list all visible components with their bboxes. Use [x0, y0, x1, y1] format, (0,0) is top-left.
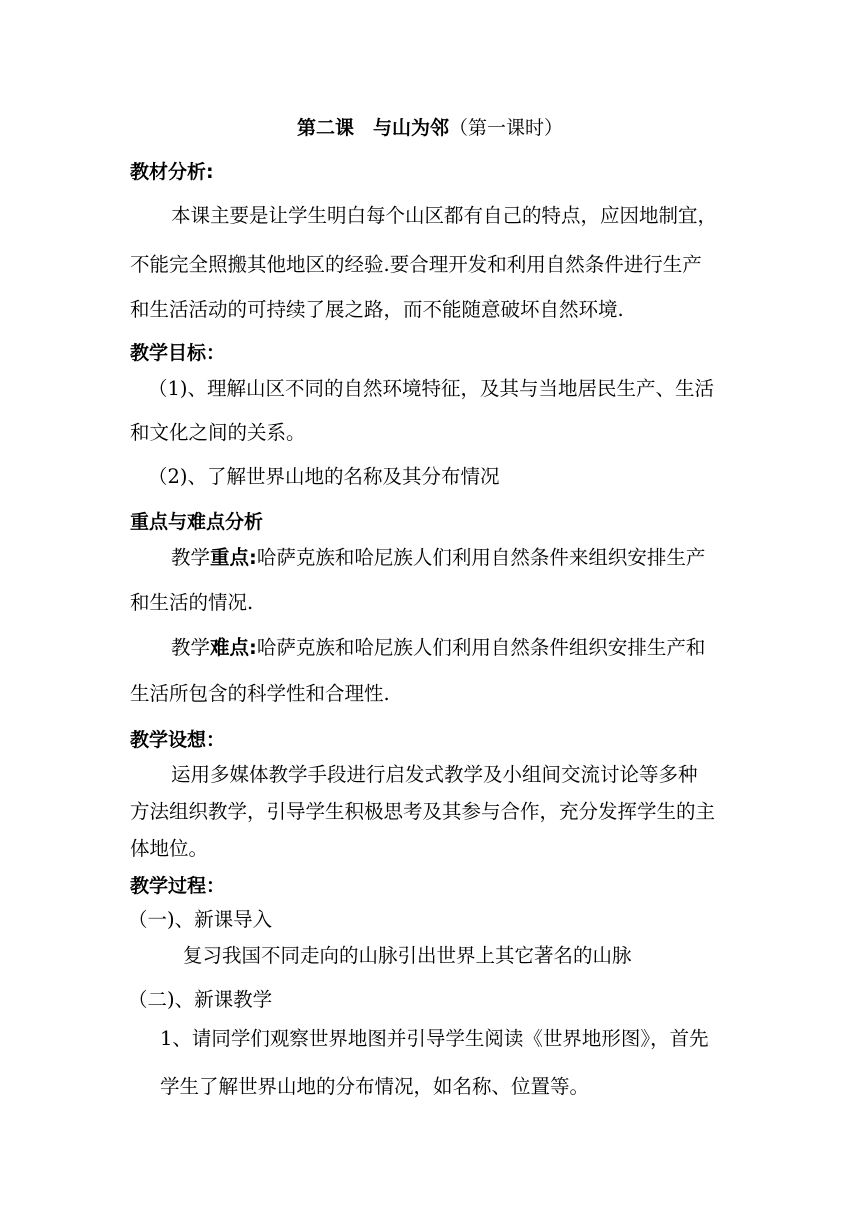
goals-line-1: （1)、理解山区不同的自然环境特征，及其与当地居民生产、生活 — [148, 377, 715, 400]
process-step1-title: （一)、新课导入 — [128, 908, 273, 931]
heading-key-points: 重点与难点分析 — [130, 511, 264, 533]
difficulty-prefix: 教学 — [171, 636, 211, 659]
difficulty-label: 难点: — [210, 636, 257, 659]
heading-analysis: 教材分析: — [130, 161, 214, 183]
difficulty-line-1 — [171, 636, 705, 660]
process-step1-text: 复习我国不同走向的山脉引出世界上其它著名的山脉 — [183, 944, 632, 967]
heading-process: 教学过程： — [130, 875, 226, 897]
heading-design: 教学设想： — [130, 729, 226, 751]
process-step2-item1-cont: 学生了解世界山地的分布情况，如名称、位置等。 — [160, 1075, 590, 1098]
heading-goals: 教学目标： — [130, 342, 226, 364]
goals-line-3: （2)、了解世界山地的名称及其分布情况 — [148, 465, 500, 488]
document-title — [0, 116, 860, 140]
design-line-2: 方法组织教学，引导学生积极思考及其参与合作，充分发挥学生的主 — [130, 800, 716, 823]
title-main: 第二课 与山为邻 — [296, 117, 449, 139]
focus-text: 哈萨克族和哈尼族人们利用自然条件来组织安排生产 — [256, 546, 706, 569]
design-line-1: 运用多媒体教学手段进行启发式教学及小组间交流讨论等多种 — [171, 763, 698, 786]
difficulty-line-2: 生活所包含的科学性和合理性. — [130, 682, 390, 705]
focus-label: 重点: — [210, 546, 257, 569]
design-line-3: 体地位。 — [130, 837, 209, 860]
focus-prefix: 教学 — [171, 546, 211, 569]
process-step2-title: （二)、新课教学 — [128, 988, 273, 1011]
goals-line-2: 和文化之间的关系。 — [130, 421, 306, 444]
focus-line-1 — [171, 546, 705, 570]
focus-line-2: 和生活的情况. — [130, 591, 254, 614]
analysis-line-2: 不能完全照搬其他地区的经验.要合理开发和利用自然条件进行生产 — [130, 253, 702, 276]
process-step2-item1: 1、请同学们观察世界地图并引导学生阅读《世界地形图》，首先 — [160, 1027, 709, 1050]
difficulty-text: 哈萨克族和哈尼族人们利用自然条件组织安排生产和 — [256, 636, 706, 659]
title-subtitle: （第一课时） — [449, 117, 564, 139]
analysis-line-3: 和生活活动的可持续了展之路，而不能随意破坏自然环境. — [130, 298, 624, 321]
analysis-line-1: 本课主要是让学生明白每个山区都有自己的特点，应因地制宜， — [171, 204, 718, 227]
